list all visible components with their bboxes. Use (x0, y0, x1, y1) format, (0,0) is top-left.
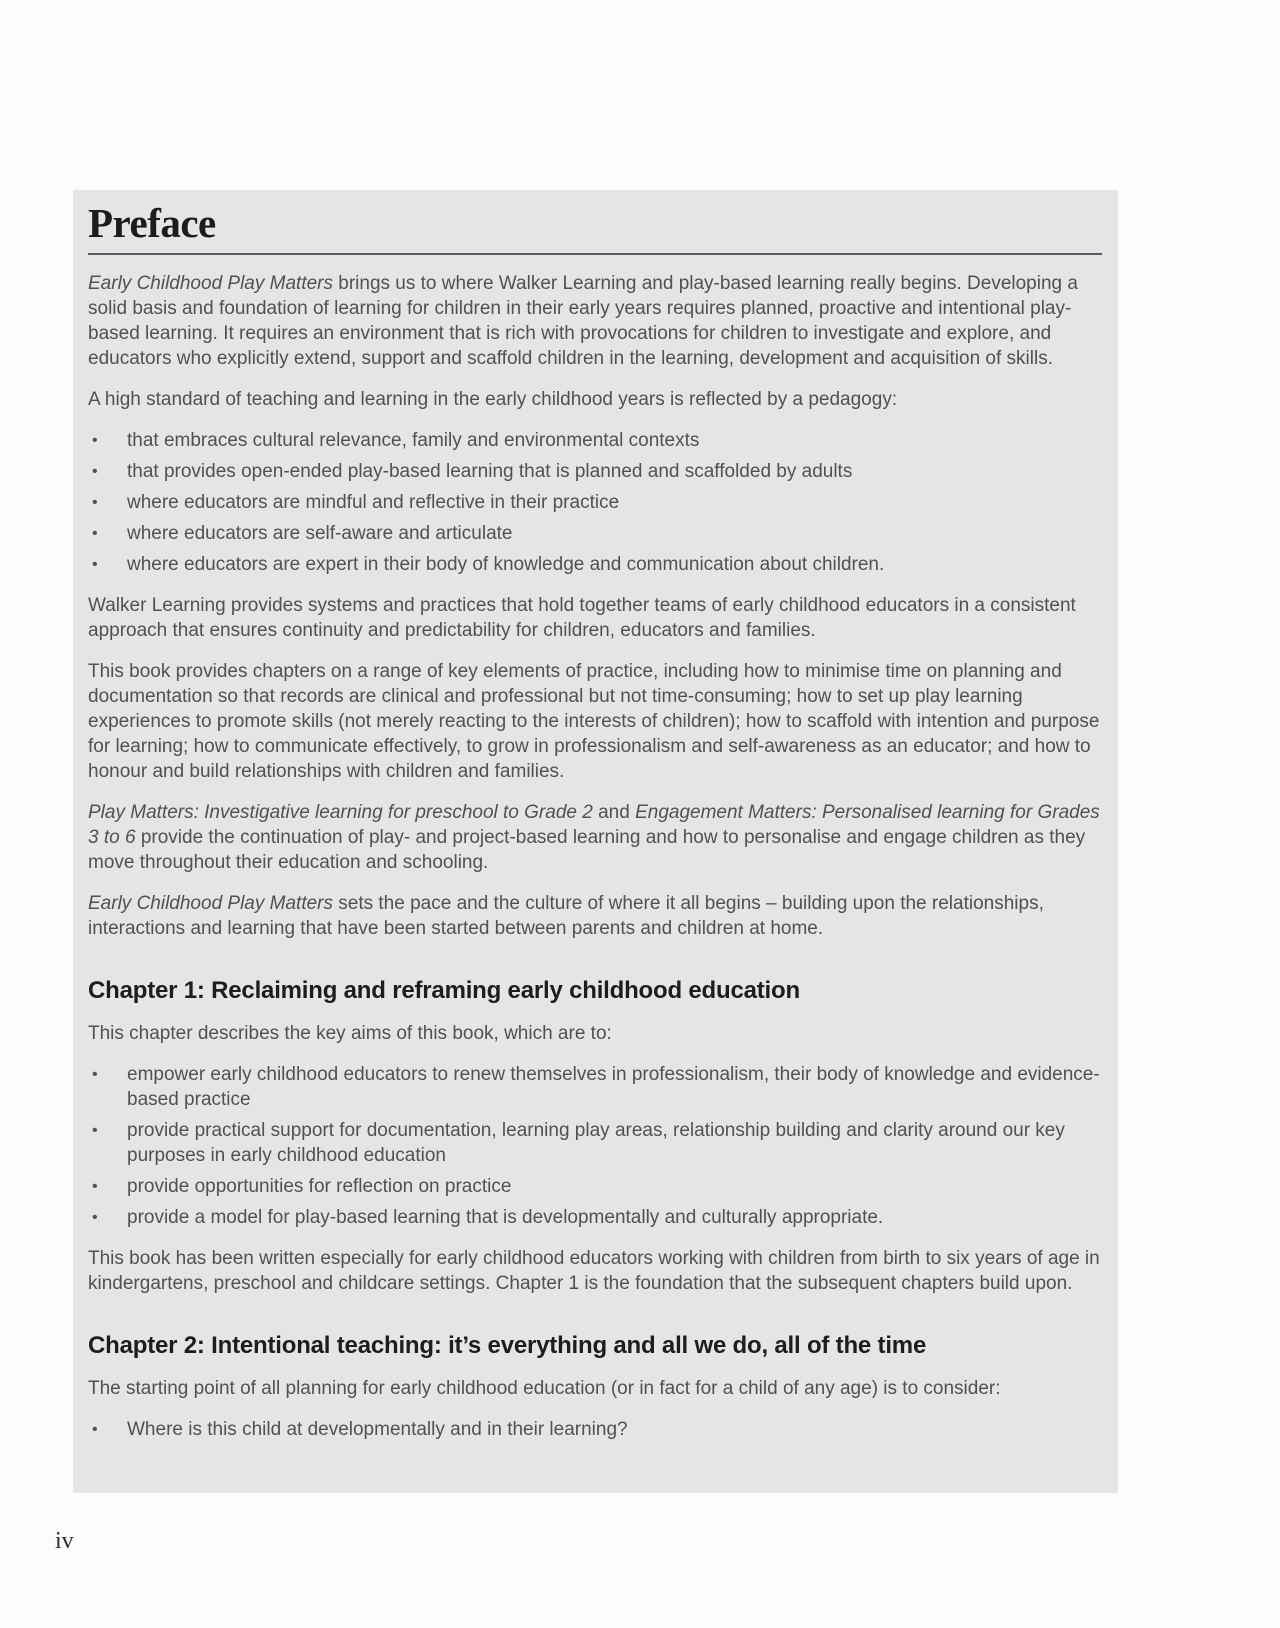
bullet-glyph: • (92, 463, 98, 481)
bullet-item (88, 1174, 1102, 1199)
preface-panel (73, 190, 1118, 1493)
paragraph (88, 593, 1102, 643)
bullet-item (88, 459, 1102, 484)
text-run: provide the continuation of play- and project-based learning and how to personalise and engage children as they move throughout their education and schooling. (88, 827, 1086, 874)
text-run: This chapter describes the key aims of this book, which are to: (88, 1023, 612, 1045)
bullet-item-text (127, 1062, 1102, 1112)
text-run: Walker Learning provides systems and practices that hold together teams of early childhood educators in a consistent approach that ensures continuity and predictability for children, educators and families. (88, 595, 1076, 642)
bullet-item-text (127, 459, 1102, 484)
text-run: This book provides chapters on a range of key elements of practice, including how to minimise time on planning and documentation so that records are clinical and professional but not time-consuming; how to set up play learning experiences to promote skills (not merely reacting to the interests of children); how to scaffold with intention and purpose for learning; how to communicate effectively, to grow in professionalism and self-awareness as an educator; and how to honour and build relationships with children and families. (88, 661, 1100, 783)
text-run: provide opportunities for reflection on practice (127, 1176, 512, 1198)
bullet-list (88, 1062, 1102, 1230)
title-rule (88, 253, 1102, 255)
italic-text-run: Early Childhood Play Matters (88, 273, 333, 295)
chapter-heading: Chapter 1: Reclaiming and reframing early childhood education (88, 977, 800, 1005)
bullet-item-text (127, 1118, 1102, 1168)
text-run: that provides open-ended play-based learning that is planned and scaffolded by adults (127, 461, 853, 483)
text-run: A high standard of teaching and learning in the early childhood years is reflected by a pedagogy: (88, 389, 898, 411)
bullet-list (88, 1417, 1102, 1442)
bullet-item (88, 1062, 1102, 1112)
paragraph (88, 387, 1102, 412)
bullet-item-text (127, 1417, 1102, 1442)
bullet-glyph: • (92, 432, 98, 450)
italic-text-run: Early Childhood Play Matters (88, 893, 333, 915)
page-number: iv (55, 1528, 74, 1554)
text-run: Where is this child at developmentally and in their learning? (127, 1419, 628, 1441)
text-run: empower early childhood educators to renew themselves in professionalism, their body of knowledge and evidence-based practice (127, 1064, 1100, 1111)
paragraph (88, 659, 1102, 784)
chapter-heading: Chapter 2: Intentional teaching: it’s everything and all we do, all of the time (88, 1332, 927, 1360)
bullet-list (88, 428, 1102, 577)
text-run: where educators are mindful and reflective in their practice (127, 492, 620, 514)
bullet-glyph: • (92, 1066, 98, 1084)
text-run: provide a model for play-based learning that is developmentally and culturally appropriate. (127, 1207, 884, 1229)
bullet-glyph: • (92, 525, 98, 543)
bullet-item-text (127, 521, 1102, 546)
text-run: that embraces cultural relevance, family and environmental contexts (127, 430, 700, 452)
paragraph (88, 800, 1102, 875)
text-run: This book has been written especially for early childhood educators working with children from birth to six years of age in kindergartens, preschool and childcare settings. Chapter 1 is the foundation that the subsequent chapters build upon. (88, 1248, 1100, 1295)
bullet-item (88, 1118, 1102, 1168)
bullet-item-text (127, 552, 1102, 577)
text-run: and (592, 802, 636, 824)
italic-text-run: Engagement Matters: Personalised learning for Grades 3 to 6 (88, 802, 1100, 849)
italic-text-run: Play Matters: Investigative learning for preschool to Grade 2 (88, 802, 593, 824)
bullet-glyph: • (92, 1421, 98, 1439)
bullet-item (88, 1417, 1102, 1442)
bullet-glyph: • (92, 1122, 98, 1140)
text-run: provide practical support for documentation, learning play areas, relationship building and clarity around our key purposes in early childhood education (127, 1120, 1065, 1167)
text-run: sets the pace and the culture of where it all begins – building upon the relationships, interactions and learning that have been started between parents and children at home. (88, 893, 1044, 940)
bullet-glyph: • (92, 1178, 98, 1196)
bullet-item (88, 552, 1102, 577)
paragraph (88, 271, 1102, 371)
bullet-glyph: • (92, 494, 98, 512)
text-run: where educators are expert in their body of knowledge and communication about children. (127, 554, 885, 576)
bullet-item (88, 428, 1102, 453)
text-run: where educators are self-aware and articulate (127, 523, 513, 545)
content-blocks (88, 271, 1102, 1442)
bullet-item (88, 1205, 1102, 1230)
bullet-glyph: • (92, 556, 98, 574)
bullet-item (88, 521, 1102, 546)
text-run: The starting point of all planning for early childhood education (or in fact for a child of any age) is to consider: (88, 1378, 1001, 1400)
bullet-item (88, 490, 1102, 515)
bullet-item-text (127, 490, 1102, 515)
bullet-item-text (127, 1174, 1102, 1199)
paragraph (88, 1246, 1102, 1296)
bullet-glyph: • (92, 1209, 98, 1227)
paragraph (88, 891, 1102, 941)
bullet-item-text (127, 428, 1102, 453)
page-title: Preface (88, 200, 216, 246)
paragraph (88, 1376, 1102, 1401)
bullet-item-text (127, 1205, 1102, 1230)
text-run: brings us to where Walker Learning and play-based learning really begins. Developing a solid basis and foundation of learning for children in their early years requires planned, proactive and intentional play-based learning. It requires an environment that is rich with provocations for children to investigate and explore, and educators who explicitly extend, support and scaffold children in the learning, development and acquisition of skills. (88, 273, 1078, 370)
paragraph (88, 1021, 1102, 1046)
